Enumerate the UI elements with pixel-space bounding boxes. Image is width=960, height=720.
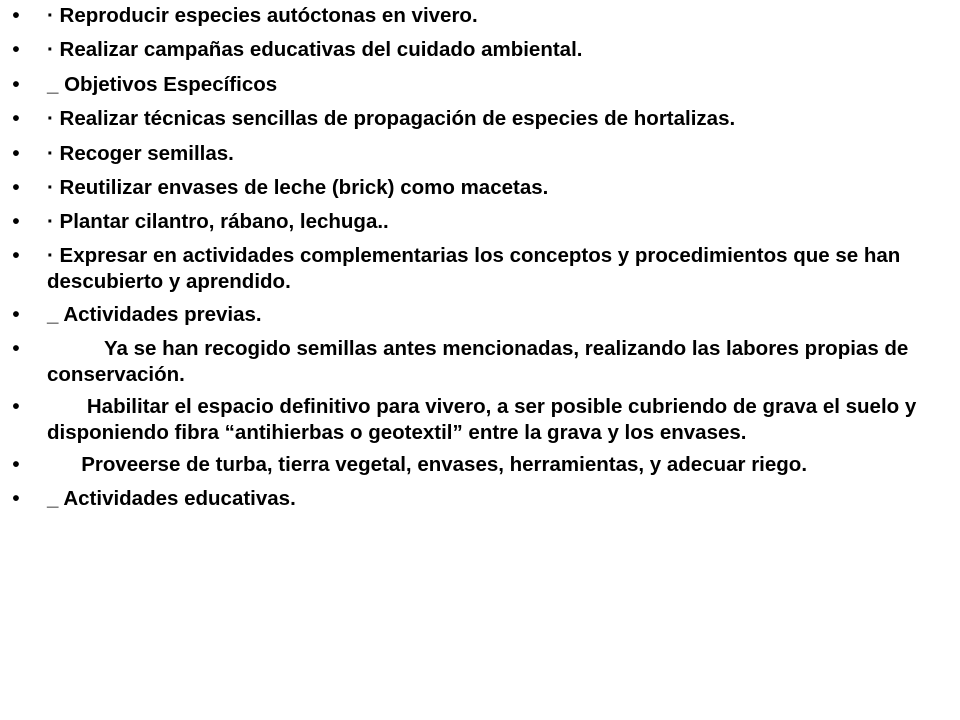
bullet-icon: • (12, 303, 20, 327)
list-item (10, 485, 950, 513)
bullet-icon: • (12, 72, 20, 96)
list-item-text: · Reproducir especies autóctonas en vivero. (47, 4, 478, 27)
bullet-list (10, 2, 950, 519)
bullet-icon: • (12, 336, 20, 360)
list-item (10, 336, 950, 388)
list-item (10, 452, 950, 478)
list-item-text: Habilitar el espacio definitivo para vivero, a ser posible cubriendo de grava el suelo y disponiendo fibra “antihierbas o geotextil” entre la grava y los envases. (47, 394, 922, 444)
bullet-icon: • (12, 210, 20, 234)
list-item-text: · Expresar en actividades complementarias los conceptos y procedimientos que se han descubierto y aprendido. (47, 243, 907, 293)
section-heading: _ Actividades educativas. (47, 486, 296, 510)
list-item (10, 140, 950, 168)
list-item (10, 36, 950, 64)
list-item (10, 71, 950, 99)
list-item-text: · Realizar técnicas sencillas de propagación de especies de hortalizas. (47, 107, 736, 131)
bullet-icon: • (12, 141, 20, 165)
section-heading: _ Objetivos Específicos (47, 72, 278, 96)
bullet-icon: • (12, 107, 20, 131)
bullet-icon: • (12, 486, 20, 510)
bullet-icon: • (12, 4, 20, 27)
list-item (10, 2, 950, 30)
bullet-icon: • (12, 243, 20, 267)
list-item (10, 301, 950, 329)
list-item-text: Ya se han recogido semillas antes mencionadas, realizando las labores propias de conservación. (47, 336, 915, 386)
list-item (10, 174, 950, 202)
bullet-icon: • (12, 394, 20, 418)
section-heading: _ Actividades previas. (47, 303, 262, 327)
bullet-icon: • (12, 38, 20, 62)
list-item-text: · Reutilizar envases de leche (brick) como macetas. (47, 175, 549, 199)
list-item (10, 394, 950, 446)
list-item (10, 105, 950, 133)
list-item-text: · Realizar campañas educativas del cuidado ambiental. (47, 38, 583, 62)
list-item-text: · Plantar cilantro, rábano, lechuga.. (47, 210, 389, 234)
bullet-icon: • (12, 175, 20, 199)
list-item-text: Proveerse de turba, tierra vegetal, envases, herramientas, y adecuar riego. (47, 453, 808, 477)
list-item (10, 243, 950, 295)
list-item-text: · Recoger semillas. (47, 141, 234, 165)
list-item (10, 208, 950, 236)
bullet-icon: • (12, 453, 20, 477)
